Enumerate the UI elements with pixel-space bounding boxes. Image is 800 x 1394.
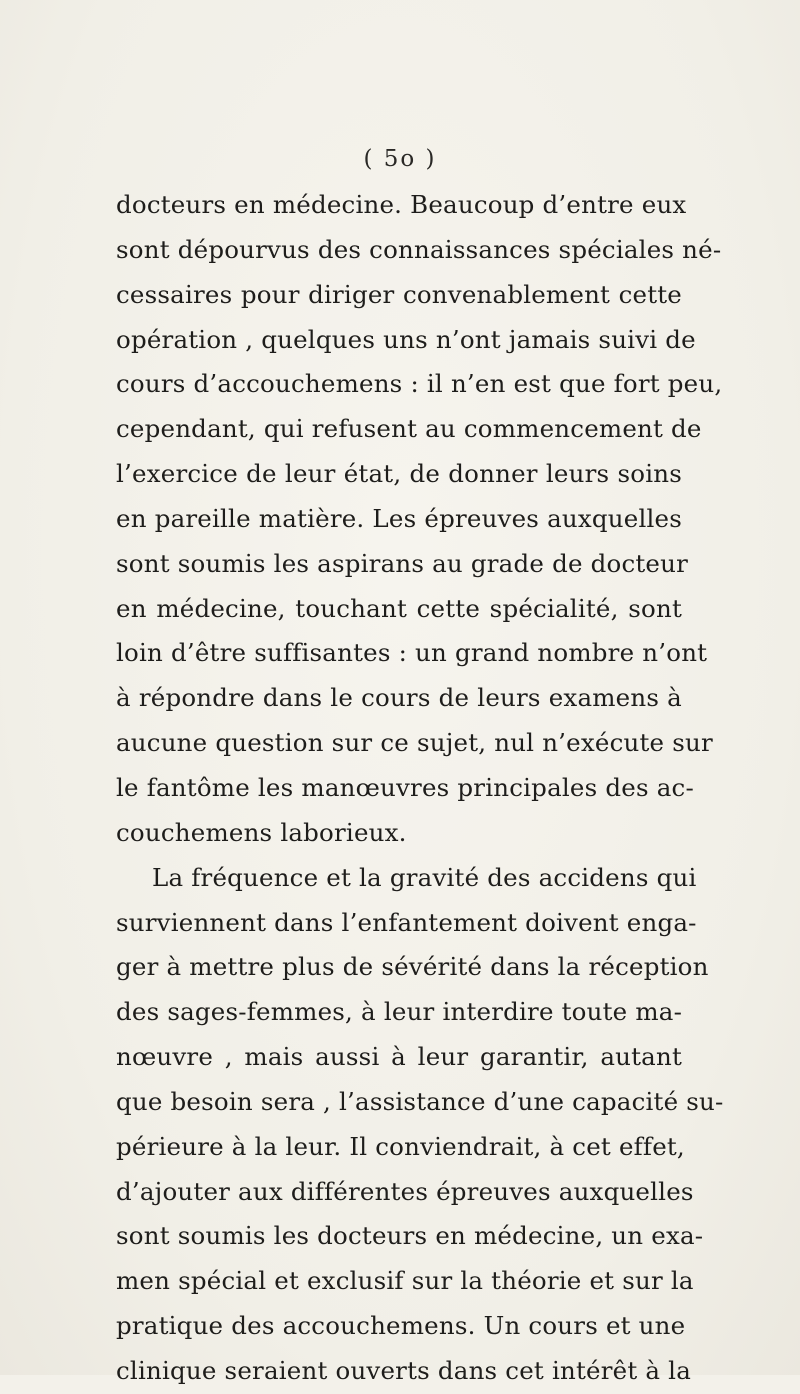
text-line: clinique seraient ouverts dans cet intérêt à la — [116, 1355, 692, 1385]
text-line: opération , quelques uns n’ont jamais suivi de — [116, 324, 696, 354]
text-line: surviennent dans l’enfantement doivent enga- — [116, 907, 697, 937]
text-line: loin d’être suffisantes : un grand nombre n’ont — [116, 638, 708, 668]
text-line: en pareille matière. Les épreuves auxquelles — [116, 503, 682, 533]
text-line: aucune question sur ce sujet, nul n’exécute sur — [116, 728, 713, 758]
text-line: d’ajouter aux différentes épreuves auxquelles — [116, 1176, 694, 1206]
text-line: cours d’accouchemens : il n’en est que fort peu, — [116, 369, 723, 399]
text-line: périeure à la leur. Il conviendrait, à cet effet, — [116, 1131, 685, 1161]
text-line: nœuvre , mais aussi à leur garantir, autant — [116, 1042, 682, 1072]
text-line: cependant, qui refusent au commencement de — [116, 414, 702, 444]
text-line: couchemens laborieux. — [116, 817, 407, 847]
text-line: que besoin sera , l’assistance d’une capacité su- — [116, 1086, 724, 1116]
text-line: sont soumis les docteurs en médecine, un exa- — [116, 1221, 704, 1251]
text-line: à répondre dans le cours de leurs examens à — [116, 683, 682, 713]
text-line: des sages-femmes, à leur interdire toute ma- — [116, 997, 683, 1027]
text-line: sont dépourvus des connaissances spéciales né- — [116, 234, 722, 264]
text-line: La fréquence et la gravité des accidens qui — [152, 862, 697, 892]
page-number: ( 5o ) — [363, 146, 437, 172]
body-text — [116, 183, 724, 1394]
text-line: docteurs en médecine. Beaucoup d’entre eux — [116, 190, 687, 219]
text-line: le fantôme les manœuvres principales des ac- — [116, 772, 694, 802]
text-line: cessaires pour diriger convenablement cette — [116, 279, 682, 309]
text-line: men spécial et exclusif sur la théorie et sur la — [116, 1266, 694, 1296]
paragraph-1 — [116, 183, 723, 856]
paragraph-2 — [116, 856, 724, 1394]
text-line: en médecine, touchant cette spécialité, sont — [116, 593, 682, 623]
text-line: sont soumis les aspirans au grade de docteur — [116, 548, 689, 578]
text-line: ger à mettre plus de sévérité dans la réception — [116, 952, 709, 982]
text-line: pratique des accouchemens. Un cours et une — [116, 1311, 686, 1341]
text-line: l’exercice de leur état, de donner leurs soins — [116, 459, 682, 489]
